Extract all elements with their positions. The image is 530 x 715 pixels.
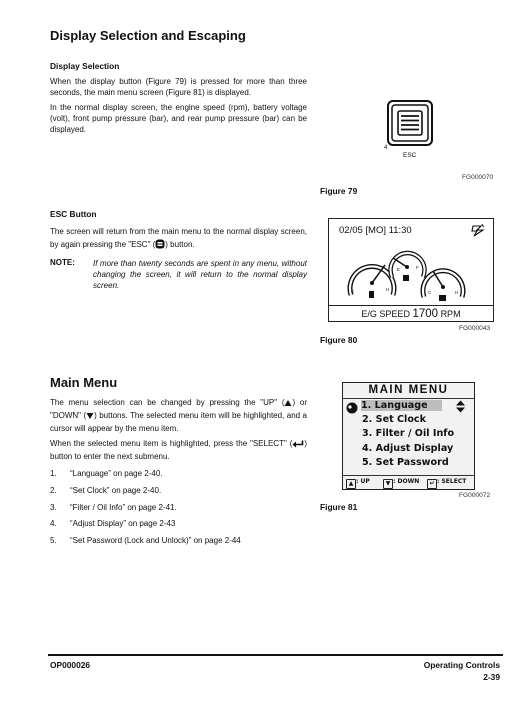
figure79-code: FG000070 — [462, 174, 494, 181]
up-down-scroll-icon — [455, 400, 466, 418]
gauge-h-label: H — [386, 287, 390, 292]
esc-text-before: The screen will return from the main menu to the normal display screen, by again pressing the "ESC" ( — [50, 227, 307, 249]
engine-speed-label: E/G SPEED — [361, 309, 410, 319]
down-key-icon: ▼ — [383, 479, 393, 489]
menu-title-divider — [343, 398, 474, 399]
main-menu-heading: Main Menu — [50, 375, 118, 390]
menu-para1-part-c: ) buttons. The selected menu item will be highlighted, and a cursor will appear by the menu item. — [50, 411, 307, 434]
footer-page-number: 2-39 — [483, 672, 500, 682]
list-item: 3. “Filter / Oil Info” on page 2-41. — [50, 503, 177, 512]
display-datetime: 02/05 [MO] 11:30 — [339, 225, 412, 236]
select-key-icon: ↵ — [427, 479, 437, 489]
menu-item-set-password[interactable]: 5. Set Password — [362, 457, 449, 468]
footer-section: Operating Controls — [423, 660, 500, 670]
figure81-code: FG000072 — [459, 492, 491, 499]
menu-cursor-icon — [346, 401, 358, 419]
page-heading: Display Selection and Escaping — [50, 28, 246, 43]
display-selection-subheading: Display Selection — [50, 61, 120, 71]
gauges-illustration — [329, 241, 495, 305]
main-menu-title: MAIN MENU — [368, 384, 449, 396]
main-menu-screen — [342, 382, 475, 490]
display-selection-paragraph-1: When the display button (Figure 79) is pressed for more than three seconds, the main menu screen (Figure 81) is displayed. — [50, 77, 307, 98]
figure81-caption: Figure 81 — [320, 502, 358, 512]
main-menu-paragraph-2 — [50, 438, 307, 462]
down-arrow-icon — [86, 412, 94, 423]
menu-key-divider — [343, 475, 474, 476]
esc-text-after: ) button. — [165, 240, 195, 249]
engine-speed-unit: RPM — [440, 309, 461, 319]
esc-button-paragraph — [50, 225, 307, 253]
display-button-illustration — [387, 100, 433, 146]
note-text: If more than twenty seconds are spent in any menu, without changing the screen, it will return to the normal display screen. — [93, 259, 307, 291]
esc-menu-icon — [155, 239, 165, 253]
gauge-f-label: F — [416, 265, 419, 270]
figure79-esc-label: ESC — [403, 152, 417, 159]
figure79-callout-number: 4 — [384, 145, 388, 151]
gauge-h-label-2: H — [455, 290, 459, 295]
up-key-icon: ▲ — [346, 479, 356, 489]
note-label: NOTE: — [50, 258, 75, 267]
footer-doc-id: OP000026 — [50, 660, 91, 670]
list-item: 2. “Set Clock” on page 2-40. — [50, 486, 162, 495]
display-selection-paragraph-2: In the normal display screen, the engine speed (rpm), battery voltage (volt), front pump pressure (bar), and rear pump pressure (bar) can be displayed. — [50, 103, 307, 135]
list-item: 1. “Language” on page 2-40. — [50, 469, 163, 478]
menu-item-set-clock[interactable]: 2. Set Clock — [362, 414, 426, 425]
menu-para1-part-a: The menu selection can be changed by pressing the "UP" ( — [50, 398, 285, 407]
display-divider — [329, 305, 493, 306]
main-menu-paragraph-1 — [50, 397, 307, 435]
key-down-hint: ▼ : DOWN — [383, 478, 419, 489]
key-up-hint: ▲ : UP — [346, 478, 370, 489]
footer-rule — [48, 654, 503, 656]
gauge-c-label: C — [351, 289, 355, 294]
menu-item-language[interactable]: 1. Language — [361, 400, 442, 411]
select-enter-icon — [292, 440, 304, 451]
list-item: 5. “Set Password (Lock and Unlock)” on page 2-44 — [50, 536, 241, 545]
figure79-caption: Figure 79 — [320, 186, 358, 196]
figure80-caption: Figure 80 — [320, 335, 358, 345]
signal-icon — [471, 223, 485, 242]
gauge-e-label: E — [397, 267, 401, 272]
normal-display-screen — [328, 218, 494, 322]
menu-para1-part-b: ) or "DOWN" ( — [50, 398, 307, 421]
key-select-hint: ↵ : SELECT — [427, 478, 466, 489]
gauge-c-label-2: C — [428, 290, 432, 295]
engine-speed-value: 1700 — [412, 308, 439, 320]
esc-button-subheading: ESC Button — [50, 209, 97, 219]
menu-para2-part-b: ) button to enter the next submenu. — [50, 439, 307, 462]
menu-item-filter-oil-info[interactable]: 3. Filter / Oil Info — [362, 428, 455, 439]
menu-item-adjust-display[interactable]: 4. Adjust Display — [362, 443, 454, 454]
menu-para2-part-a: When the selected menu item is highlighted, press the "SELECT" ( — [50, 439, 293, 448]
engine-speed-readout — [329, 308, 493, 320]
list-item: 4. “Adjust Display” on page 2-43 — [50, 519, 176, 528]
figure80-code: FG000043 — [459, 325, 491, 332]
